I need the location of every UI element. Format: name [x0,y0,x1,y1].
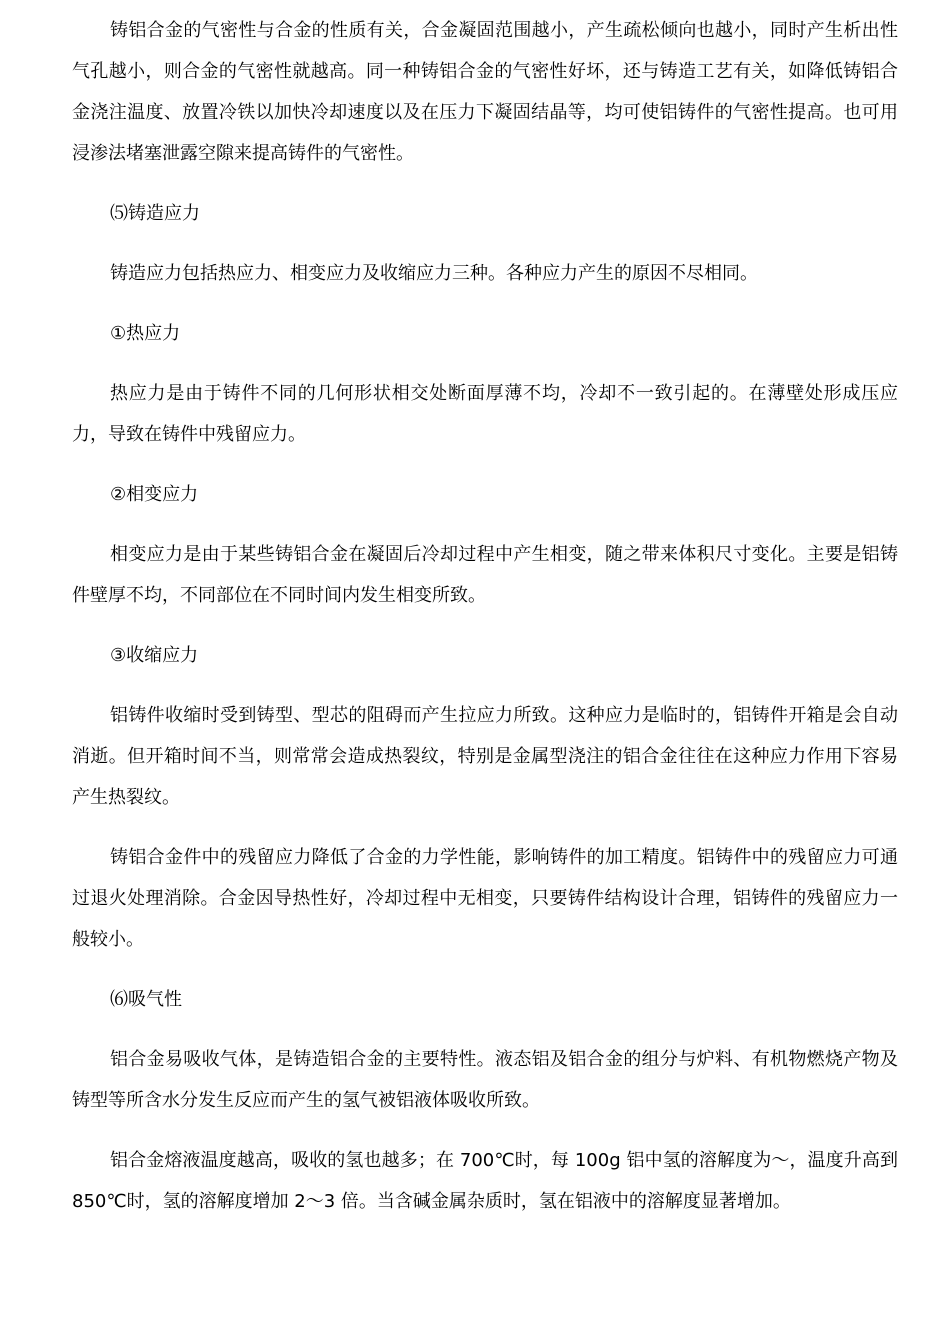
paragraph-airtightness: 铸铝合金的气密性与合金的性质有关，合金凝固范围越小，产生疏松倾向也越小，同时产生析出性气孔越小，则合金的气密性就越高。同一种铸铝合金的气密性好坏，还与铸造工艺有关，如降低铸铝合金浇注温度、放置冷铁以加快冷却速度以及在压力下凝固结晶等，均可使铝铸件的气密性提高。也可用浸渗法堵塞泄露空隙来提高铸件的气密性。 [72,20,898,164]
section-heading-gas-absorption: ⑹吸气性 [110,989,182,1010]
subheading-shrinkage-stress: ③收缩应力 [110,645,199,666]
spacer [72,294,898,313]
spacer [72,515,898,534]
spacer [72,960,898,979]
spacer [72,676,898,695]
paragraph-phase-stress: 相变应力是由于某些铸铝合金在凝固后冷却过程中产生相变，随之带来体积尺寸变化。主要是铝铸件壁厚不均，不同部位在不同时间内发生相变所致。 [72,544,898,606]
paragraph-stress-types: 铸造应力包括热应力、相变应力及收缩应力三种。各种应力产生的原因不尽相同。 [110,263,758,284]
subheading-thermal-stress: ①热应力 [110,323,181,344]
document-page [72,10,898,1222]
spacer [72,1121,898,1140]
paragraph-residual-stress: 铸铝合金件中的残留应力降低了合金的力学性能，影响铸件的加工精度。铝铸件中的残留应力可通过退火处理消除。合金因导热性好，冷却过程中无相变，只要铸件结构设计合理，铝铸件的残留应力一般较小。 [72,847,898,950]
paragraph-hydrogen-solubility: 铝合金熔液温度越高，吸收的氢也越多；在 700℃时，每 100g 铝中氢的溶解度为～，温度升高到 850℃时，氢的溶解度增加 2～3 倍。当含碱金属杂质时，氢在铝液中的溶解度显著增加。 [72,1150,898,1212]
spacer [72,818,898,837]
spacer [72,354,898,373]
spacer [72,234,898,253]
paragraph-thermal-stress: 热应力是由于铸件不同的几何形状相交处断面厚薄不均，冷却不一致引起的。在薄壁处形成压应力，导致在铸件中残留应力。 [72,383,898,445]
spacer [72,1020,898,1039]
spacer [72,616,898,635]
paragraph-shrinkage-stress: 铝铸件收缩时受到铸型、型芯的阻碍而产生拉应力所致。这种应力是临时的，铝铸件开箱是会自动消逝。但开箱时间不当，则常常会造成热裂纹，特别是金属型浇注的铝合金往往在这种应力作用下容易产生热裂纹。 [72,705,898,808]
spacer [72,455,898,474]
paragraph-gas-absorption: 铝合金易吸收气体，是铸造铝合金的主要特性。液态铝及铝合金的组分与炉料、有机物燃烧产物及铸型等所含水分发生反应而产生的氢气被铝液体吸收所致。 [72,1049,898,1111]
subheading-phase-stress: ②相变应力 [110,484,199,505]
section-heading-casting-stress: ⑸铸造应力 [110,203,200,224]
spacer [72,174,898,193]
